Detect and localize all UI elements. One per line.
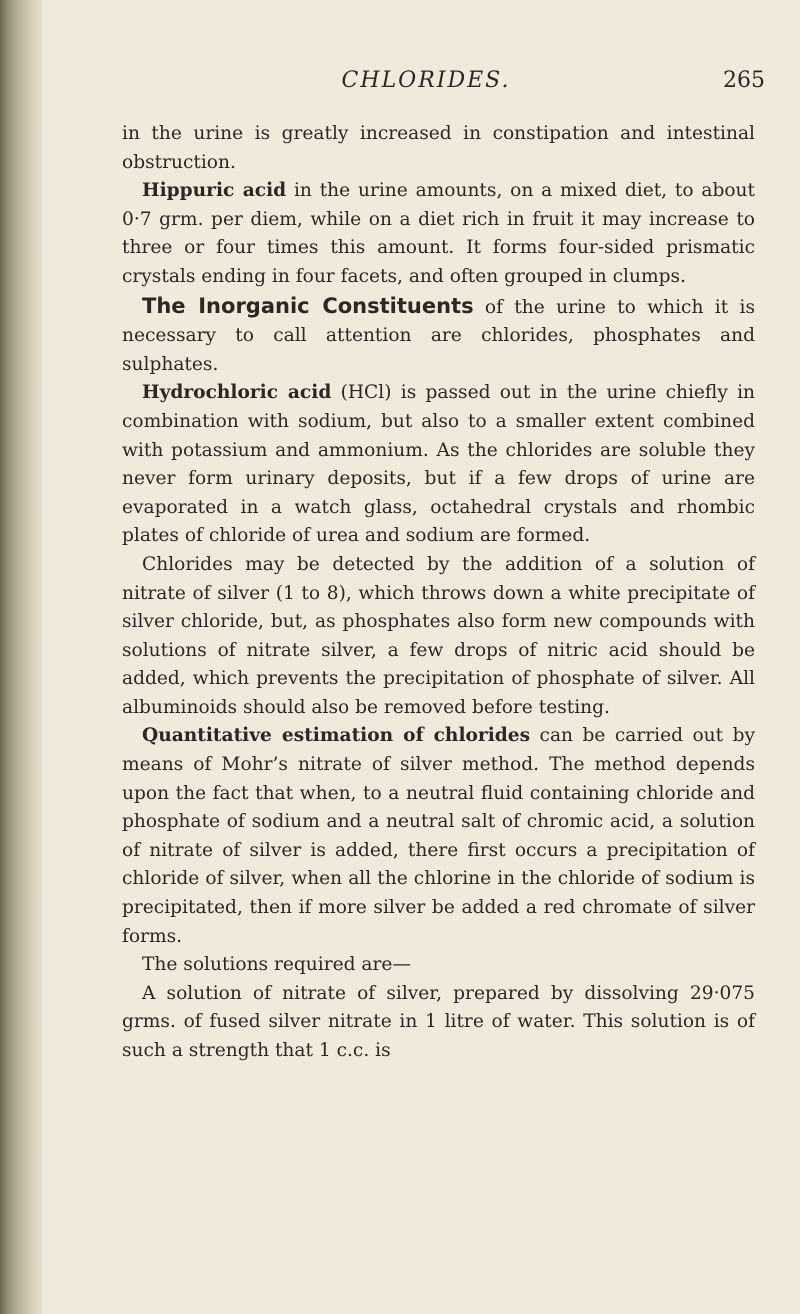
paragraph-text: Chlorides may be detected by the addition of a solution of nitrate of silver (1 to 8), which throws down a white precipitate of silver chloride, but, as phosphates also form new compounds with solutions of nitrate silver, a few drops of nitric acid should be added, which prevents the precipitation of phosphate of silver. All albuminoids should also be removed before testing. (122, 553, 755, 718)
book-spine-shadow (0, 0, 42, 1314)
page-number: 265 (723, 68, 765, 93)
paragraph-heading: Hippuric acid (142, 180, 287, 202)
paragraph-text: in the urine amounts, on a mixed diet, to about 0·7 grm. per diem, while on a diet rich in fruit it may increase to three or four times this amount. It forms four-sided prismatic crystals ending in four facets, and often grouped in clumps. (122, 180, 755, 287)
paragraph-inorganic-constituents (122, 292, 755, 380)
running-title: CHLORIDES. (341, 68, 511, 93)
paragraph-text: in the urine is greatly increased in constipation and intestinal obstruction. (122, 123, 755, 173)
paragraph-hippuric-acid (122, 177, 755, 291)
paragraph-heading: Hydrochloric acid (142, 382, 332, 404)
paragraph-heading: The Inorganic Constituents (142, 293, 474, 318)
paragraph-solutions-required (122, 951, 755, 980)
paragraph-silver-nitrate-solution (122, 980, 755, 1066)
page-header (42, 68, 800, 108)
paragraph-text: (HCl) is passed out in the urine chiefly in combination with sodium, but also to a smaller extent combined with potassium and ammonium. As the chlorides are soluble they never form urinary deposits, but if a few drops of urine are evaporated in a watch glass, octahedral crystals and rhombic plates of chloride of urea and sodium are formed. (122, 382, 756, 547)
paragraph-text: A solution of nitrate of silver, prepared by dissolving 29·075 grms. of fused silver nitrate in 1 litre of water. This solution is of such a strength that 1 c.c. is (122, 982, 755, 1061)
paragraph-continuation (122, 120, 755, 177)
paragraph-text: can be carried out by means of Mohr’s nitrate of silver method. The method depends upon the fact that when, to a neutral fluid containing chloride and phosphate of sodium and a neutral salt of chromic acid, a solution of nitrate of silver is added, there first occurs a precipitation of chloride of silver, when all the chlorine in the chloride of sodium is precipitated, then if more silver be added a red chromate of silver forms. (122, 725, 755, 947)
paragraph-quantitative-estimation (122, 722, 755, 951)
paragraph-chloride-detection (122, 551, 755, 723)
body-text (122, 120, 755, 1066)
paragraph-text: The solutions required are— (142, 954, 411, 976)
book-page (42, 0, 800, 1314)
paragraph-text: of the urine to which it is necessary to call attention are chlorides, phosphates and sulphates. (122, 296, 755, 375)
paragraph-heading: Quantitative estimation of chlorides (142, 725, 531, 747)
paragraph-hydrochloric-acid (122, 379, 755, 551)
